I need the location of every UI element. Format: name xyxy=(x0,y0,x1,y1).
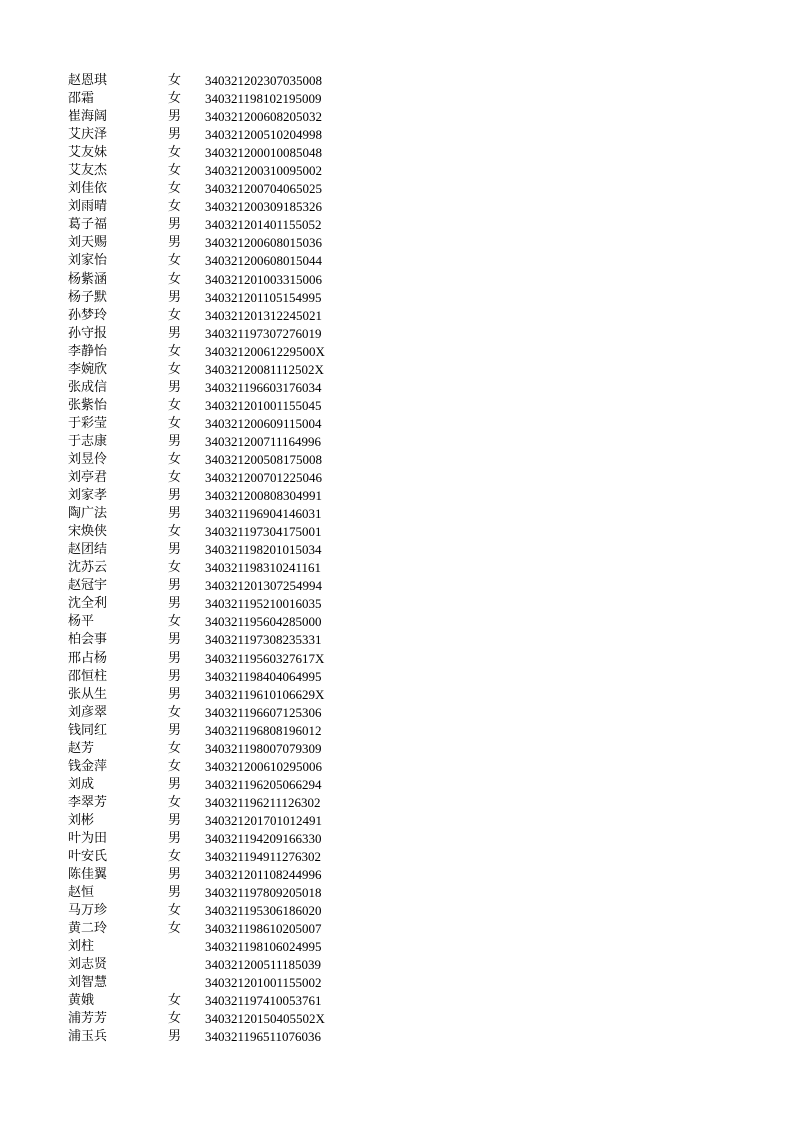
id-number-cell: 340321198106024995 xyxy=(205,939,322,955)
gender-cell: 女 xyxy=(168,1011,182,1027)
id-number-cell: 340321200610295006 xyxy=(205,758,322,774)
id-number-cell: 340321198610205007 xyxy=(205,921,322,937)
gender-cell: 女 xyxy=(168,271,182,287)
name-cell: 赵恩琪 xyxy=(68,73,108,88)
gender-cell: 男 xyxy=(168,1029,182,1045)
gender-cell: 男 xyxy=(168,127,182,143)
name-cell: 陈佳翼 xyxy=(68,867,108,883)
table-row xyxy=(0,884,793,902)
table-row xyxy=(0,271,793,289)
gender-cell: 男 xyxy=(168,578,182,594)
table-row xyxy=(0,902,793,920)
id-number-cell: 340321196603176034 xyxy=(205,379,322,395)
gender-cell: 男 xyxy=(168,830,182,846)
name-cell: 邢占杨 xyxy=(68,650,108,666)
name-cell: 叶为田 xyxy=(68,830,108,846)
gender-cell: 男 xyxy=(168,506,182,522)
name-cell: 钱同红 xyxy=(68,722,108,738)
name-cell: 李婉欣 xyxy=(68,361,108,377)
name-cell: 沈全利 xyxy=(68,596,108,612)
name-cell: 浦玉兵 xyxy=(68,1029,108,1045)
id-number-cell: 340321197307276019 xyxy=(205,325,322,341)
name-cell: 刘成 xyxy=(68,776,95,792)
table-row xyxy=(0,740,793,758)
name-cell: 刘志贤 xyxy=(68,957,108,973)
id-number-cell: 340321200608205032 xyxy=(205,109,322,125)
table-row xyxy=(0,252,793,270)
id-number-cell: 340321198201015034 xyxy=(205,542,322,558)
name-cell: 崔海阔 xyxy=(68,109,108,125)
gender-cell: 男 xyxy=(168,885,182,901)
name-cell: 杨紫涵 xyxy=(68,271,108,287)
name-cell: 艾友妹 xyxy=(68,145,108,161)
id-number-cell: 340321194911276302 xyxy=(205,849,322,865)
id-number-cell: 34032119610106629X xyxy=(205,686,325,702)
table-row xyxy=(0,307,793,325)
name-cell: 叶安氏 xyxy=(68,849,108,865)
gender-cell: 女 xyxy=(168,470,182,486)
gender-cell: 男 xyxy=(168,867,182,883)
id-number-cell: 340321200609115004 xyxy=(205,415,322,431)
name-cell: 刘智慧 xyxy=(68,975,108,991)
gender-cell: 女 xyxy=(168,794,182,810)
id-number-cell: 340321201401155052 xyxy=(205,217,322,233)
table-row xyxy=(0,577,793,595)
table-row xyxy=(0,72,793,90)
name-cell: 于志康 xyxy=(68,433,108,449)
table-row xyxy=(0,144,793,162)
name-cell: 刘柱 xyxy=(68,939,95,955)
id-number-cell: 340321200711164996 xyxy=(205,433,322,449)
id-number-cell: 340321195306186020 xyxy=(205,903,322,919)
id-number-cell: 34032120081112502X xyxy=(205,361,324,377)
name-cell: 张从生 xyxy=(68,686,108,702)
table-row xyxy=(0,397,793,415)
id-number-cell: 340321198310241161 xyxy=(205,560,322,576)
id-number-cell: 340321201108244996 xyxy=(205,867,322,883)
table-row xyxy=(0,650,793,668)
table-row xyxy=(0,541,793,559)
table-row xyxy=(0,686,793,704)
table-row xyxy=(0,559,793,577)
id-number-cell: 340321200511185039 xyxy=(205,957,322,973)
id-number-cell: 340321195210016035 xyxy=(205,596,322,612)
gender-cell: 男 xyxy=(168,686,182,702)
table-row xyxy=(0,974,793,992)
gender-cell: 男 xyxy=(168,488,182,504)
name-cell: 张紫怡 xyxy=(68,397,108,413)
table-row xyxy=(0,433,793,451)
gender-cell: 男 xyxy=(168,632,182,648)
name-cell: 陶广法 xyxy=(68,506,108,522)
id-number-cell: 340321198102195009 xyxy=(205,91,322,107)
id-number-cell: 340321200701225046 xyxy=(205,470,322,486)
id-number-cell: 340321196607125306 xyxy=(205,704,322,720)
gender-cell: 男 xyxy=(168,596,182,612)
gender-cell: 男 xyxy=(168,722,182,738)
gender-cell: 女 xyxy=(168,181,182,197)
gender-cell: 女 xyxy=(168,163,182,179)
table-row xyxy=(0,180,793,198)
name-cell: 杨子默 xyxy=(68,289,108,305)
id-number-cell: 34032120150405502X xyxy=(205,1011,325,1027)
table-row xyxy=(0,216,793,234)
table-row xyxy=(0,1028,793,1046)
id-number-cell: 340321196904146031 xyxy=(205,506,322,522)
id-number-cell: 340321196808196012 xyxy=(205,722,322,738)
gender-cell: 男 xyxy=(168,812,182,828)
gender-cell: 女 xyxy=(168,451,182,467)
id-number-cell: 340321201307254994 xyxy=(205,578,322,594)
name-cell: 刘雨晴 xyxy=(68,199,108,215)
name-cell: 孙梦玲 xyxy=(68,307,108,323)
name-cell: 黄二玲 xyxy=(68,921,108,937)
id-number-cell: 340321201001155045 xyxy=(205,397,322,413)
name-cell: 刘彬 xyxy=(68,812,95,828)
gender-cell: 女 xyxy=(168,740,182,756)
table-row xyxy=(0,920,793,938)
name-cell: 李静怡 xyxy=(68,343,108,359)
id-number-cell: 340321195604285000 xyxy=(205,614,322,630)
gender-cell: 男 xyxy=(168,289,182,305)
table-row xyxy=(0,126,793,144)
name-cell: 刘家孝 xyxy=(68,488,108,504)
table-row xyxy=(0,523,793,541)
gender-cell: 男 xyxy=(168,379,182,395)
gender-cell: 女 xyxy=(168,145,182,161)
id-number-cell: 340321201105154995 xyxy=(205,289,322,305)
gender-cell: 女 xyxy=(168,199,182,215)
table-row xyxy=(0,992,793,1010)
id-number-cell: 340321197308235331 xyxy=(205,632,322,648)
table-row xyxy=(0,505,793,523)
gender-cell: 男 xyxy=(168,542,182,558)
id-number-cell: 340321200508175008 xyxy=(205,451,322,467)
name-cell: 刘昱伶 xyxy=(68,451,108,467)
id-number-cell: 340321200309185326 xyxy=(205,199,322,215)
name-cell: 黄娥 xyxy=(68,993,95,1009)
table-row xyxy=(0,668,793,686)
gender-cell: 女 xyxy=(168,524,182,540)
table-row xyxy=(0,451,793,469)
name-cell: 赵冠宇 xyxy=(68,578,108,594)
id-number-cell: 340321194209166330 xyxy=(205,830,322,846)
table-row xyxy=(0,361,793,379)
gender-cell: 女 xyxy=(168,91,182,107)
table-row xyxy=(0,379,793,397)
name-cell: 刘亭君 xyxy=(68,470,108,486)
gender-cell: 女 xyxy=(168,758,182,774)
gender-cell: 女 xyxy=(168,849,182,865)
gender-cell: 女 xyxy=(168,343,182,359)
gender-cell: 男 xyxy=(168,217,182,233)
name-cell: 刘佳依 xyxy=(68,181,108,197)
name-cell: 马万珍 xyxy=(68,903,108,919)
table-row xyxy=(0,830,793,848)
table-row xyxy=(0,956,793,974)
gender-cell: 女 xyxy=(168,361,182,377)
id-number-cell: 340321198404064995 xyxy=(205,668,322,684)
name-cell: 于彩莹 xyxy=(68,415,108,431)
id-number-cell: 340321202307035008 xyxy=(205,73,322,88)
id-number-cell: 34032120061229500X xyxy=(205,343,325,359)
roster-table xyxy=(0,72,793,1047)
gender-cell: 女 xyxy=(168,415,182,431)
table-row xyxy=(0,866,793,884)
name-cell: 赵芳 xyxy=(68,740,95,756)
table-row xyxy=(0,343,793,361)
gender-cell: 女 xyxy=(168,704,182,720)
name-cell: 葛子福 xyxy=(68,217,108,233)
name-cell: 艾友杰 xyxy=(68,163,108,179)
table-row xyxy=(0,198,793,216)
table-row xyxy=(0,722,793,740)
id-number-cell: 340321200010085048 xyxy=(205,145,322,161)
name-cell: 刘天赐 xyxy=(68,235,108,251)
gender-cell: 男 xyxy=(168,776,182,792)
table-row xyxy=(0,613,793,631)
name-cell: 赵恒 xyxy=(68,885,95,901)
table-row xyxy=(0,90,793,108)
id-number-cell: 340321201001155002 xyxy=(205,975,322,991)
gender-cell: 女 xyxy=(168,921,182,937)
id-number-cell: 340321197304175001 xyxy=(205,524,322,540)
id-number-cell: 340321201312245021 xyxy=(205,307,322,323)
id-number-cell: 340321196511076036 xyxy=(205,1029,322,1045)
gender-cell: 男 xyxy=(168,235,182,251)
table-row xyxy=(0,234,793,252)
name-cell: 钱金萍 xyxy=(68,758,108,774)
id-number-cell: 340321200808304991 xyxy=(205,488,322,504)
id-number-cell: 340321197809205018 xyxy=(205,885,322,901)
gender-cell: 女 xyxy=(168,993,182,1009)
gender-cell: 男 xyxy=(168,433,182,449)
gender-cell: 女 xyxy=(168,73,182,88)
table-row xyxy=(0,162,793,180)
table-row xyxy=(0,1010,793,1028)
name-cell: 张成信 xyxy=(68,379,108,395)
table-row xyxy=(0,487,793,505)
gender-cell: 男 xyxy=(168,650,182,666)
name-cell: 艾庆泽 xyxy=(68,127,108,143)
id-number-cell: 340321196211126302 xyxy=(205,794,321,810)
table-row xyxy=(0,289,793,307)
name-cell: 刘彦翠 xyxy=(68,704,108,720)
name-cell: 孙守报 xyxy=(68,325,108,341)
name-cell: 邵恒柱 xyxy=(68,668,108,684)
table-row xyxy=(0,758,793,776)
name-cell: 邵霜 xyxy=(68,91,95,107)
id-number-cell: 340321200608015044 xyxy=(205,253,322,269)
name-cell: 宋焕侠 xyxy=(68,524,108,540)
table-row xyxy=(0,325,793,343)
id-number-cell: 340321200608015036 xyxy=(205,235,322,251)
id-number-cell: 340321200510204998 xyxy=(205,127,322,143)
table-row xyxy=(0,794,793,812)
table-row xyxy=(0,812,793,830)
id-number-cell: 340321197410053761 xyxy=(205,993,322,1009)
id-number-cell: 340321200310095002 xyxy=(205,163,322,179)
name-cell: 赵团结 xyxy=(68,542,108,558)
id-number-cell: 34032119560327617X xyxy=(205,650,325,666)
id-number-cell: 340321200704065025 xyxy=(205,181,322,197)
table-row xyxy=(0,848,793,866)
table-row xyxy=(0,704,793,722)
name-cell: 浦芳芳 xyxy=(68,1011,108,1027)
id-number-cell: 340321198007079309 xyxy=(205,740,322,756)
name-cell: 柏会事 xyxy=(68,632,108,648)
gender-cell: 女 xyxy=(168,397,182,413)
id-number-cell: 340321201003315006 xyxy=(205,271,322,287)
table-row xyxy=(0,776,793,794)
name-cell: 李翠芳 xyxy=(68,794,108,810)
gender-cell: 女 xyxy=(168,560,182,576)
name-cell: 刘家怡 xyxy=(68,253,108,269)
gender-cell: 男 xyxy=(168,109,182,125)
gender-cell: 男 xyxy=(168,325,182,341)
gender-cell: 女 xyxy=(168,614,182,630)
table-row xyxy=(0,938,793,956)
table-row xyxy=(0,631,793,649)
table-row xyxy=(0,108,793,126)
id-number-cell: 340321201701012491 xyxy=(205,812,322,828)
gender-cell: 女 xyxy=(168,903,182,919)
table-row xyxy=(0,469,793,487)
gender-cell: 女 xyxy=(168,253,182,269)
table-row xyxy=(0,595,793,613)
gender-cell: 男 xyxy=(168,668,182,684)
gender-cell: 女 xyxy=(168,307,182,323)
name-cell: 沈苏云 xyxy=(68,560,108,576)
table-row xyxy=(0,415,793,433)
id-number-cell: 340321196205066294 xyxy=(205,776,322,792)
name-cell: 杨平 xyxy=(68,614,95,630)
